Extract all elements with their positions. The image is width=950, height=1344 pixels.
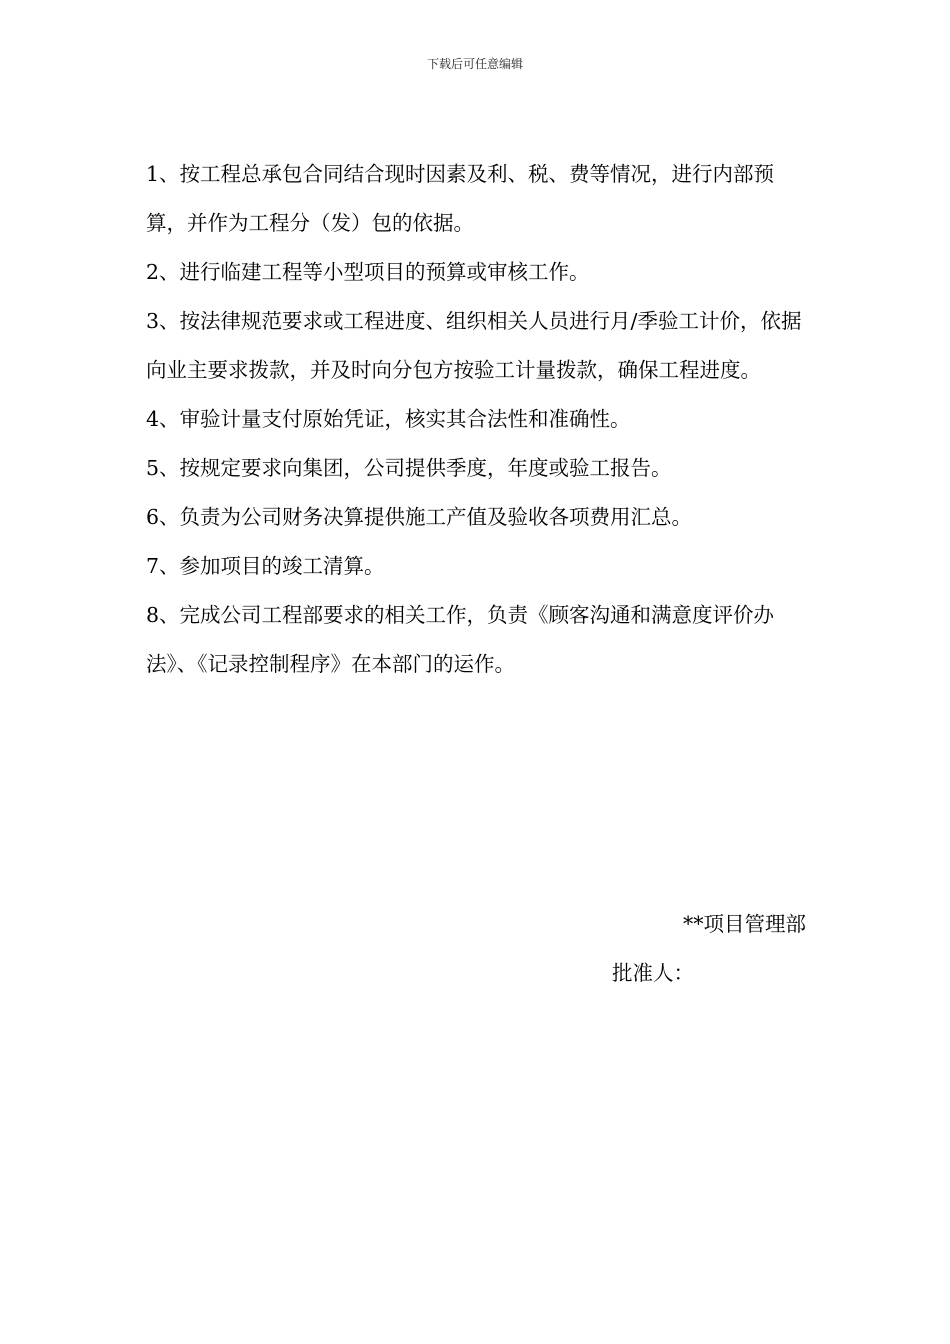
paragraph-4: 4、审验计量支付原始凭证，核实其合法性和准确性。 — [146, 407, 631, 431]
paragraph-3: 3、按法律规范要求或工程进度、组织相关人员进行月/季验工计价，依据向业主要求拨款，并及时向分包方按验工计量拨款，确保工程进度。 — [146, 309, 802, 382]
approver-label: 批准人： — [612, 961, 694, 985]
signature-block — [560, 900, 806, 998]
paragraph-1: 1、按工程总承包合同结合现时因素及利、税、费等情况，进行内部预算，并作为工程分（发）包的依据。 — [146, 162, 775, 235]
paragraph-5: 5、按规定要求向集团，公司提供季度，年度或验工报告。 — [146, 456, 672, 480]
paragraph-8: 8、完成公司工程部要求的相关工作，负责《顾客沟通和满意度评价办法》、《记录控制程序》在本部门的运作。 — [146, 603, 775, 676]
paragraph-6: 6、负责为公司财务决算提供施工产值及验收各项费用汇总。 — [146, 505, 693, 529]
paragraph-2: 2、进行临建工程等小型项目的预算或审核工作。 — [146, 260, 590, 284]
paragraph-7: 7、参加项目的竣工清算。 — [146, 554, 385, 578]
document-body — [146, 150, 810, 689]
page-header-note: 下载后可任意编辑 — [426, 57, 523, 71]
department-name: **项目管理部 — [683, 912, 806, 936]
